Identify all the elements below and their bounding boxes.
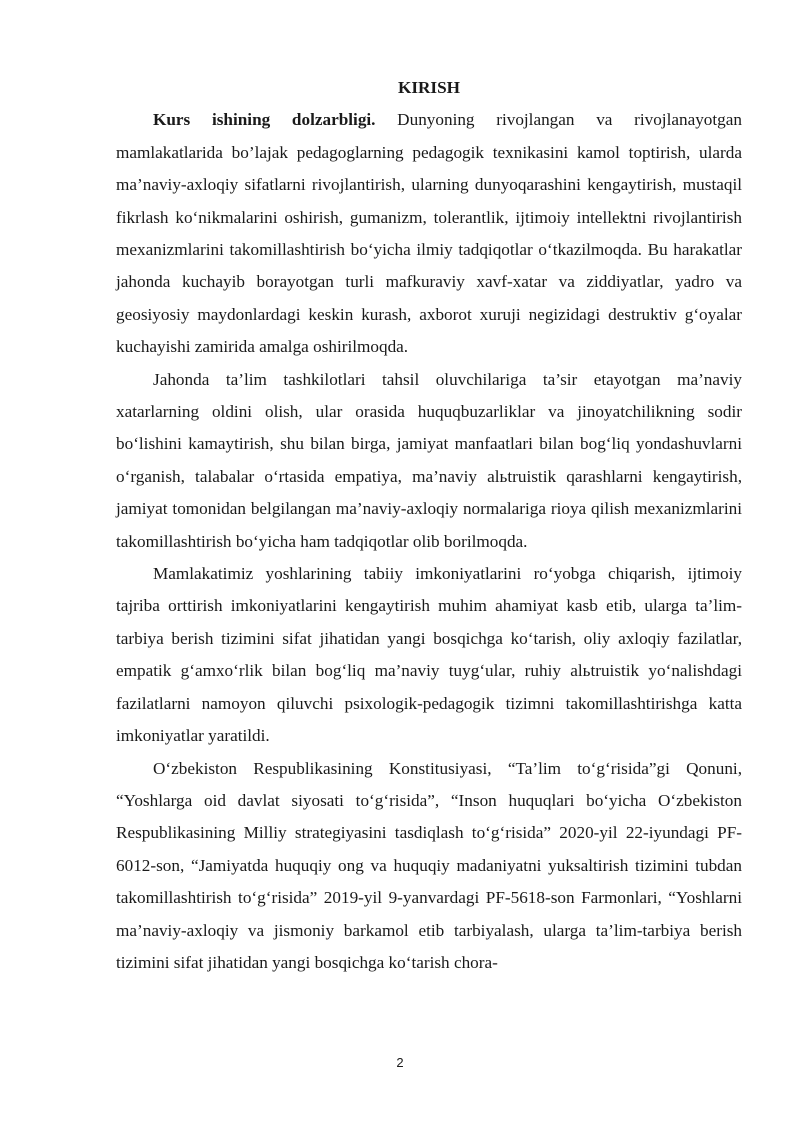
page-number: 2 (396, 1055, 404, 1070)
paragraph-legal-basis: O‘zbekiston Respublikasining Konstitusiyasi, “Ta’lim to‘g‘risida”gi Qonuni, “Yoshlarga oid davlat siyosati to‘g‘risida”, “Inson huquqlari bo‘yicha O‘zbekiston Respublikasining Milliy strategiyasini tasdiqlash to‘g‘risida” 2020-yil 22-iyundagi PF-6012-son, “Jamiyatda huquqiy ong va huquqiy madaniyatni yuksaltirish tizimini tubdan takomillashtirish to‘g‘risida” 2019-yil 9-yanvardagi PF-5618-son Farmonlari, “Yoshlarni ma’naviy-axloqiy va jismoniy barkamol etib tarbiyalash, ularga ta’lim-tarbiya berish tizimini sifat jihatidan yangi bosqichga ko‘tarish chora- (116, 758, 742, 972)
paragraph-youth-opportunities: Mamlakatimiz yoshlarining tabiiy imkoniyatlarini ro‘yobga chiqarish, ijtimoiy tajriba orttirish imkoniyatlarini kengaytirish muhim ahamiyat kasb etib, ularga ta’lim-tarbiya berish tizimini sifat jihatidan yangi bosqichga ko‘tarish, oliy axloqiy fazilatlar, empatik g‘amxo‘rlik bilan bog‘liq ma’naviy tuyg‘ular, ruhiy alьtruistik yo‘nalishdagi fazilatlarni namoyon qiluvchi psixologik-pedagogik tizimni takomillashtirishga katta imkoniyatlar yaratildi. (116, 564, 742, 746)
paragraph-relevance (116, 104, 742, 363)
page-title: KIRISH (397, 78, 461, 97)
paragraph-world-education: Jahonda ta’lim tashkilotlari tahsil oluvchilariga ta’sir etayotgan ma’naviy xatarlarning oldini olish, ular orasida huquqbuzarliklar va jinoyatchilikning sodir bo‘lishini kamaytirish, shu bilan birga, jamiyat manfaatlari bilan bog‘liq yondashuvlarni o‘rganish, talabalar o‘rtasida empatiya, ma’naviy alьtruistik qarashlarni kengaytirish, jamiyat tomonidan belgilangan ma’naviy-axloqiy normalariga rioya qilish mexanizmlarini takomillashtirish bo‘yicha ham tadqiqotlar olib borilmoqda. (116, 369, 742, 551)
paragraph-lead: Kurs ishining dolzarbligi. (153, 110, 376, 130)
paragraph-text: Dunyoning rivojlangan va rivojlanayotgan mamlakatlarida bo’lajak pedagoglarning pedagogik texnikasini kamol toptirish, ularda ma’naviy-axloqiy sifatlarni rivojlantirish, ularning dunyoqarashini kengaytirish, mustaqil fikrlash ko‘nikmalarini oshirish, gumanizm, tolerantlik, ijtimoiy intellektni rivojlantirish mexanizmlarini takomillashtirish bo‘yicha ilmiy tadqiqotlar o‘tkazilmoqda. Bu harakatlar jahonda kuchayib borayotgan turli mafkuraviy xavf-xatar va ziddiyatlar, yadro va geosiyosiy maydonlardagi keskin kurash, axborot xuruji negizidagi destruktiv g‘oyalar kuchayishi zamirida amalga oshirilmoqda. (116, 110, 742, 357)
document-page (116, 72, 742, 979)
